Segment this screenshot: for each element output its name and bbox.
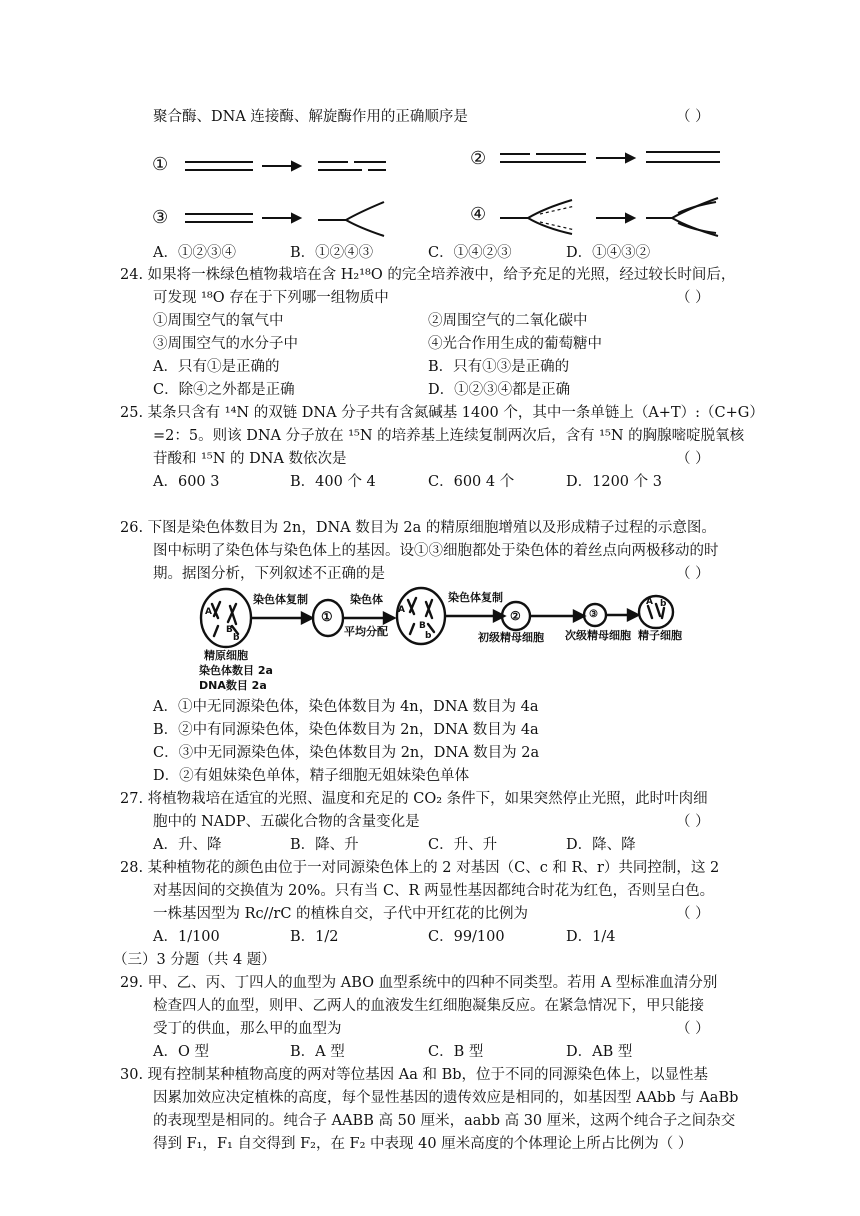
q26-option-d: D．②有姐妹染色单体，精子细胞无姐妹染色单体 xyxy=(153,768,470,784)
q25-option-a: A．600 3 xyxy=(153,474,220,490)
q27-option-d: D．降、降 xyxy=(566,837,636,853)
q24-answer-paren: （ ） xyxy=(676,290,710,306)
q26-step2b-label: 平均分配 xyxy=(344,625,388,638)
q26-step2a-label: 染色体 xyxy=(350,593,383,606)
cell-sperm xyxy=(639,596,673,628)
q25-line2: =2：5。则该 DNA 分子放在 ¹⁵N 的培养基上连续复制两次后，含有 ¹⁵N 的胸腺嘧啶脱氧核 xyxy=(153,428,745,444)
q23-label-2: ② xyxy=(470,148,487,169)
cell-3 xyxy=(397,588,445,644)
q23-option-b: B．①②④③ xyxy=(290,245,374,261)
q25-option-b: B．400 个 4 xyxy=(290,474,376,490)
q23-label-4: ④ xyxy=(470,204,487,225)
svg-text:A: A xyxy=(398,605,405,615)
q23-answer-paren: （ ） xyxy=(676,109,710,125)
q24-option-d: D．①②③④都是正确 xyxy=(428,382,571,398)
q26-cell2-label: ② xyxy=(510,609,521,623)
q23-dna-diagram xyxy=(0,140,860,240)
q26-origin-label1: 精原细胞 xyxy=(204,649,248,662)
q23-option-c: C．①④②③ xyxy=(428,245,512,261)
q30-line2: 因累加效应决定植株的高度，每个显性基因的遗传效应是相同的，如基因型 AAbb 与 AaBb xyxy=(153,1090,739,1106)
q24-option-b: B．只有①③是正确的 xyxy=(428,359,570,375)
q28-line3: 一株基因型为 Rc//rC 的植株自交，子代中开红花的比例为 xyxy=(153,906,529,922)
q24-item-2: ②周围空气的二氧化碳中 xyxy=(428,313,588,329)
q26-line3: 期。据图分析，下列叙述不正确的是 xyxy=(153,566,385,582)
q29-line3: 受丁的供血，那么甲的血型为 xyxy=(153,1021,342,1037)
svg-text:B: B xyxy=(226,625,233,635)
svg-text:b: b xyxy=(660,599,667,609)
cell-spermatogonium xyxy=(201,589,251,647)
q28-option-b: B．1/2 xyxy=(290,929,339,945)
q27-option-c: C．升、升 xyxy=(428,837,498,853)
q27-option-b: B．降、升 xyxy=(290,837,359,853)
svg-text:B: B xyxy=(419,621,426,631)
q26-sperm-label: 精子细胞 xyxy=(638,629,682,642)
svg-text:A: A xyxy=(205,607,212,617)
q24-line2: 可发现 ¹⁸O 存在于下列哪一组物质中 xyxy=(153,290,389,306)
q27-answer-paren: （ ） xyxy=(676,814,710,830)
q24-line1: 24. 如果将一株绿色植物栽培在含 H₂¹⁸O 的完全培养液中，给予充足的光照，经过较长时间后， xyxy=(120,267,736,283)
q26-origin-label3: DNA数目 2a xyxy=(199,679,267,692)
q24-item-4: ④光合作用生成的葡萄糖中 xyxy=(428,336,602,352)
q26-line1: 26. 下图是染色体数目为 2n，DNA 数目为 2a 的精原细胞增殖以及形成精子过程的示意图。 xyxy=(120,520,716,536)
q26-line2: 图中标明了染色体与染色体上的基因。设①③细胞都处于染色体的着丝点向两极移动的时 xyxy=(153,543,719,559)
q25-option-c: C．600 4 个 xyxy=(428,474,515,490)
q25-line1: 25. 某条只含有 ¹⁴N 的双链 DNA 分子共有含氮碱基 1400 个，其中一条单链上（A+T）:（C+G） xyxy=(120,405,764,421)
svg-text:A: A xyxy=(646,597,653,607)
q29-option-d: D．AB 型 xyxy=(566,1044,633,1060)
q28-line1: 28. 某种植物花的颜色由位于一对同源染色体上的 2 对基因（C、c 和 R、r）共同控制，这 2 xyxy=(120,860,720,876)
q29-line1: 29. 甲、乙、丙、丁四人的血型为 ABO 血型系统中的四种不同类型。若用 A 型标准血清分别 xyxy=(120,975,718,991)
section-3-heading: （三）3 分题（共 4 题） xyxy=(113,952,276,968)
q26-option-c: C．③中无同源染色体，染色体数目为 2n，DNA 数目为 2a xyxy=(153,745,540,761)
q26-origin-label2: 染色体数目 2a xyxy=(199,664,273,677)
q28-option-c: C．99/100 xyxy=(428,929,505,945)
q26-answer-paren: （ ） xyxy=(676,566,710,582)
q27-option-a: A．升、降 xyxy=(153,837,222,853)
svg-text:b: b xyxy=(425,631,432,641)
q24-option-c: C．除④之外都是正确 xyxy=(153,382,295,398)
q26-cell3-label: ③ xyxy=(589,609,598,620)
q23-option-a: A．①②③④ xyxy=(153,245,236,261)
q30-line4: 得到 F₁，F₁ 自交得到 F₂，在 F₂ 中表现 40 厘米高度的个体理论上所占比例为（ ） xyxy=(153,1136,693,1152)
q29-answer-paren: （ ） xyxy=(676,1021,710,1037)
q28-answer-paren: （ ） xyxy=(676,906,710,922)
q26-option-a: A．①中无同源染色体，染色体数目为 4n，DNA 数目为 4a xyxy=(153,699,539,715)
q24-item-1: ①周围空气的氧气中 xyxy=(153,313,284,329)
q26-primary-label: 初级精母细胞 xyxy=(478,631,544,644)
q23-option-d: D．①④③② xyxy=(566,245,651,261)
q25-option-d: D．1200 个 3 xyxy=(566,474,662,490)
q28-option-d: D．1/4 xyxy=(566,929,616,945)
q24-item-3: ③周围空气的水分子中 xyxy=(153,336,298,352)
q29-option-c: C．B 型 xyxy=(428,1044,484,1060)
q25-answer-paren: （ ） xyxy=(676,451,710,467)
q25-line3: 苷酸和 ¹⁵N 的 DNA 数依次是 xyxy=(153,451,347,467)
q26-step1-label: 染色体复制 xyxy=(253,593,308,606)
q26-spermatogenesis-figure xyxy=(0,582,860,702)
q24-option-a: A．只有①是正确的 xyxy=(153,359,280,375)
q28-option-a: A．1/100 xyxy=(153,929,220,945)
q29-option-b: B．A 型 xyxy=(290,1044,345,1060)
q27-line1: 27. 将植物栽培在适宜的光照、温度和充足的 CO₂ 条件下，如果突然停止光照，此时叶肉细 xyxy=(120,791,708,807)
svg-text:b: b xyxy=(233,633,240,643)
q26-secondary-label: 次级精母细胞 xyxy=(565,629,631,642)
q29-line2: 检查四人的血型，则甲、乙两人的血液发生红细胞凝集反应。在紧急情况下，甲只能接 xyxy=(153,998,704,1014)
q23-label-3: ③ xyxy=(152,207,169,228)
q29-option-a: A．O 型 xyxy=(153,1044,209,1060)
q23-stem: 聚合酶、DNA 连接酶、解旋酶作用的正确顺序是 xyxy=(153,109,468,125)
q28-line2: 对基因间的交换值为 20%。只有当 C、R 两显性基因都纯合时花为红色，否则呈白色。 xyxy=(153,883,715,899)
q27-line2: 胞中的 NADP、五碳化合物的含量变化是 xyxy=(153,814,420,830)
q26-option-b: B．②中有同源染色体，染色体数目为 2n，DNA 数目为 4a xyxy=(153,722,539,738)
q23-label-1: ① xyxy=(152,154,169,175)
q26-step3-label: 染色体复制 xyxy=(448,591,503,604)
q26-cell1-label: ① xyxy=(321,610,333,625)
q30-line1: 30. 现有控制某种植物高度的两对等位基因 Aa 和 Bb，位于不同的同源染色体上，以显性基 xyxy=(120,1067,709,1083)
q30-line3: 的表现型是相同的。纯合子 AABB 高 50 厘米，aabb 高 30 厘米，这两个纯合子之间杂交 xyxy=(153,1113,736,1129)
